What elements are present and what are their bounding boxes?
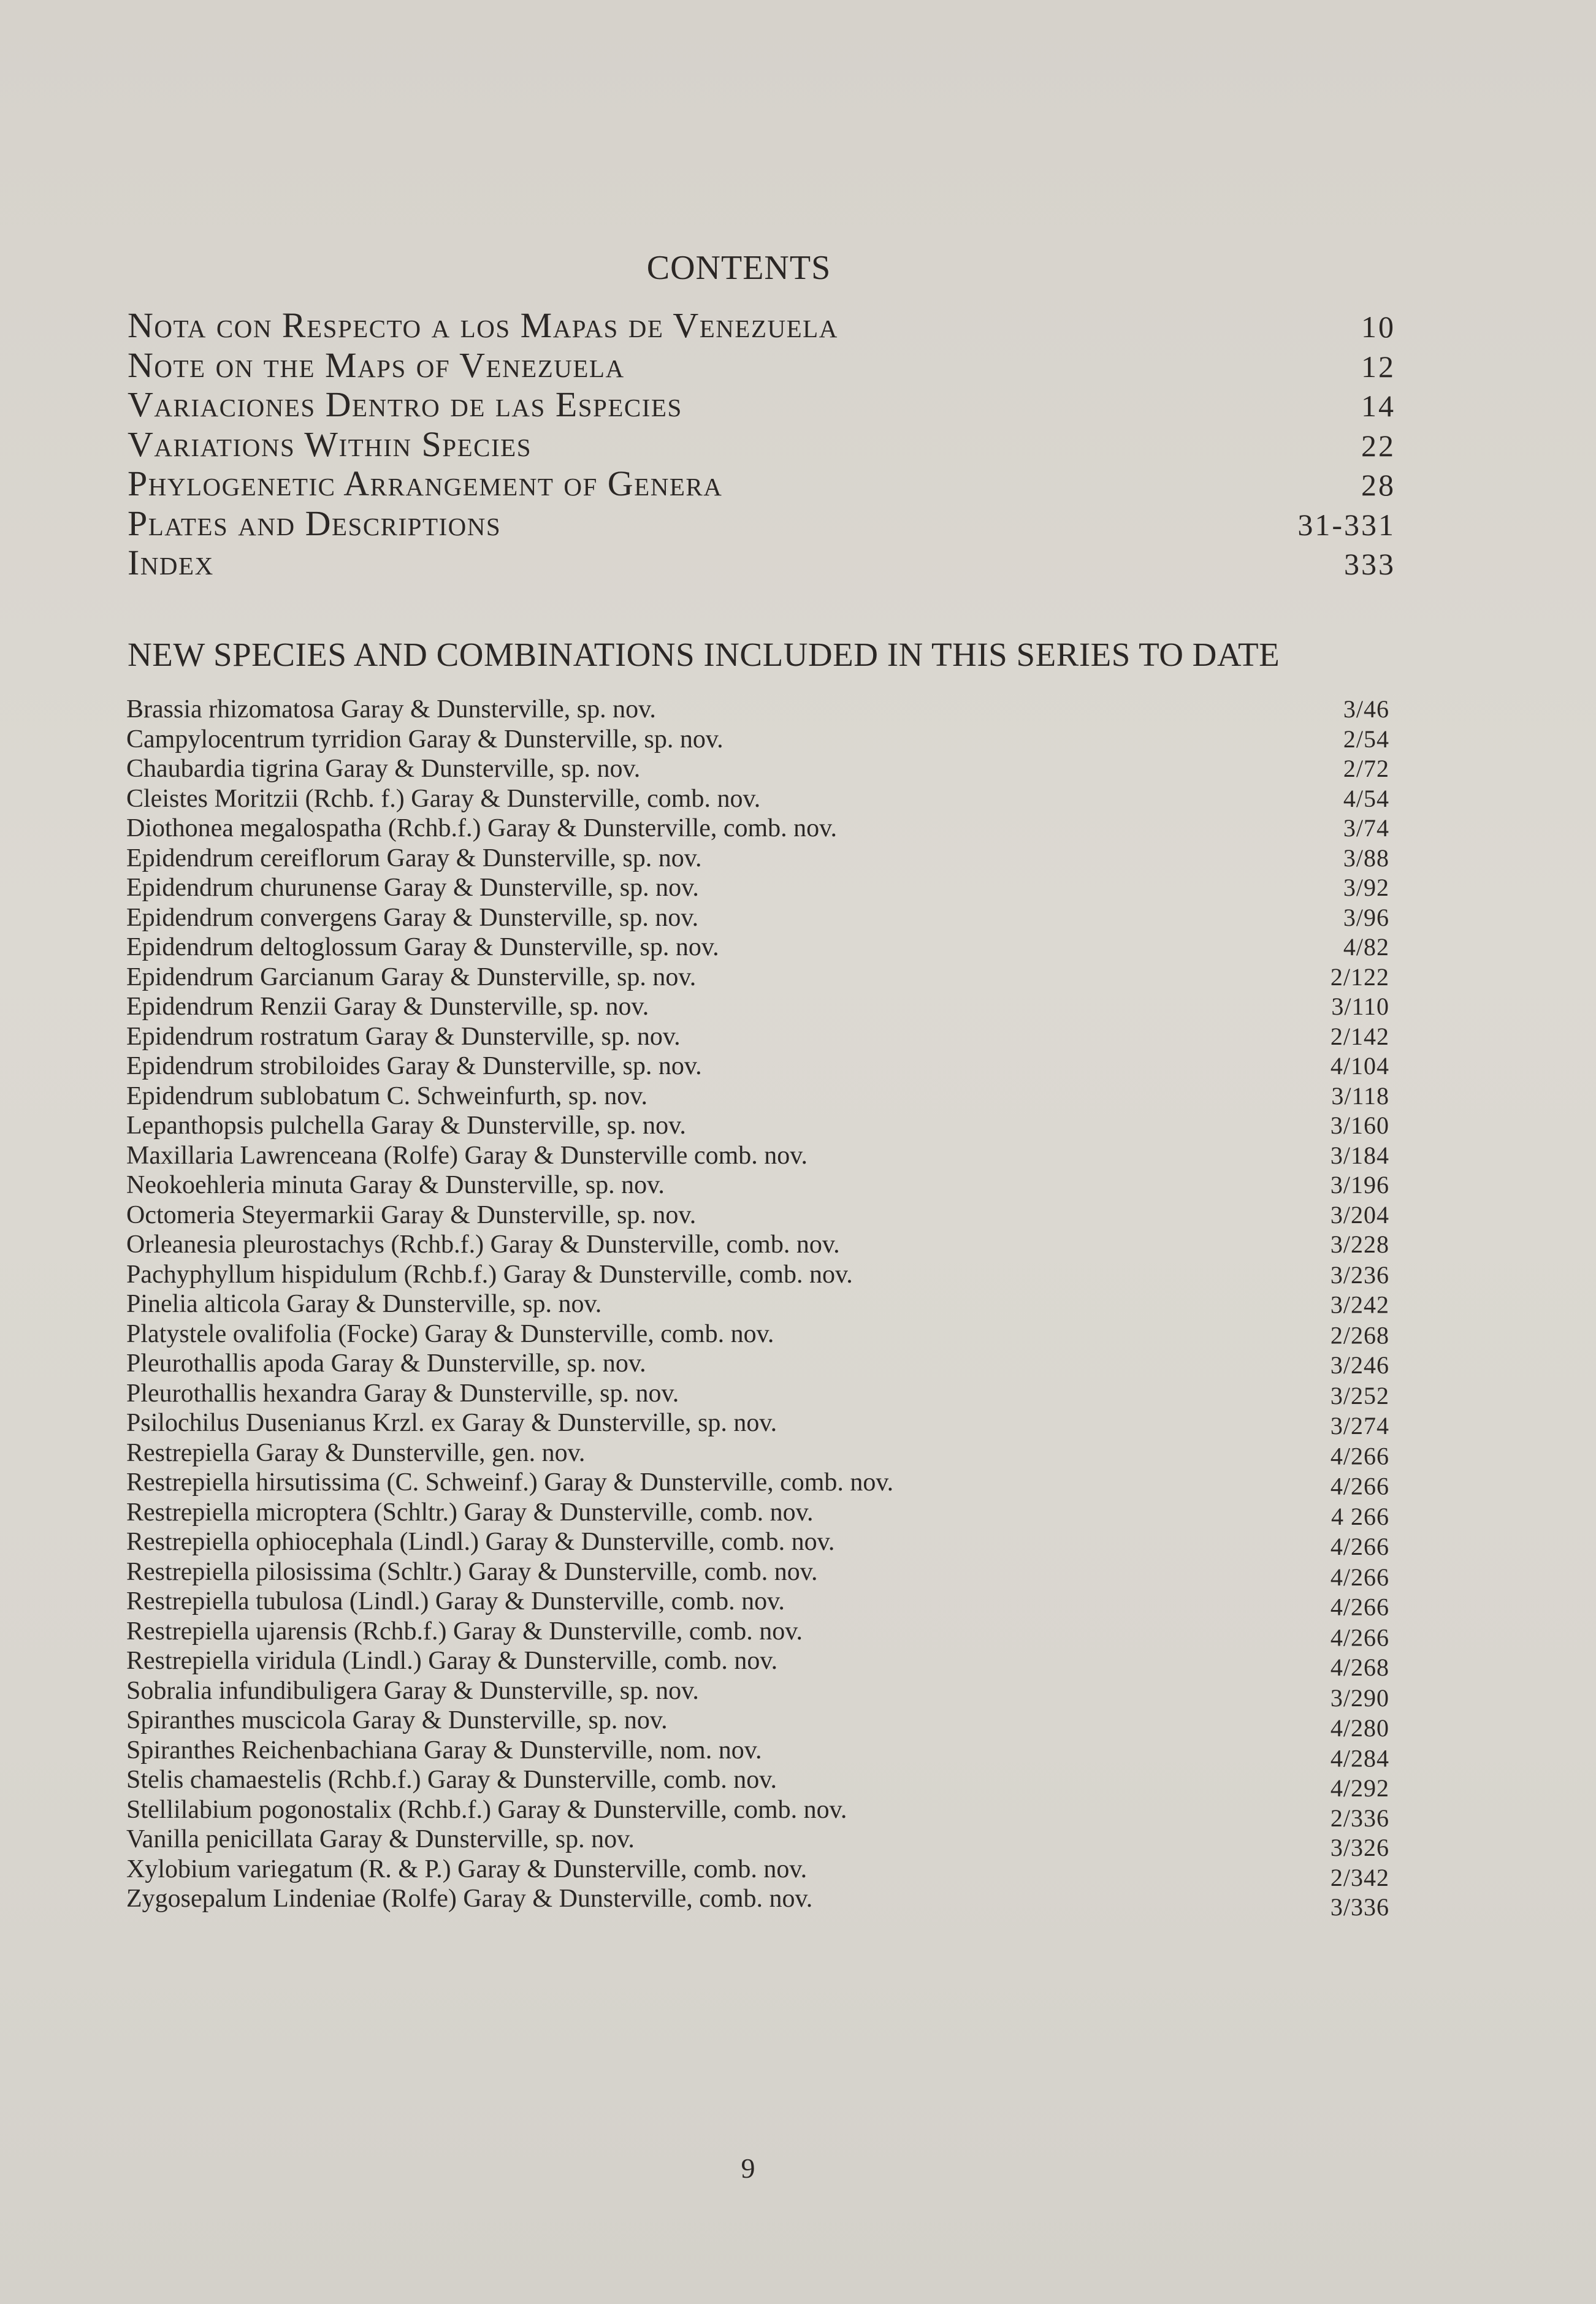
species-entry [126, 1825, 1389, 1861]
species-reference: 4/266 [1330, 1533, 1389, 1560]
contents-entry-page: 333 [1344, 547, 1396, 581]
species-reference: 3/246 [1330, 1351, 1389, 1379]
species-entry [126, 933, 1389, 963]
page-number: 9 [741, 2153, 755, 2184]
species-entry [126, 1706, 1389, 1742]
contents-entry-label: Variaciones Dentro de las Especies [128, 384, 682, 424]
species-name: Brassia rhizomatosa Garay & Dunsterville, sp. nov. [126, 695, 656, 723]
species-name: Stellilabium pogonostalix (Rchb.f.) Garay & Dunsterville, comb. nov. [126, 1795, 847, 1824]
species-reference: 2/342 [1330, 1863, 1389, 1891]
contents-entry-label: Plates and Descriptions [128, 503, 502, 543]
contents-entry [128, 345, 1396, 384]
species-name: Restrepiella tubulosa (Lindl.) Garay & Dunsterville, comb. nov. [126, 1587, 785, 1615]
contents-entry-page: 28 [1361, 468, 1396, 502]
species-entry [126, 1230, 1389, 1260]
contents-entry [128, 305, 1396, 345]
contents-entry-page: 14 [1361, 389, 1396, 423]
contents-entry-label: Variations Within Species [128, 424, 532, 464]
contents-entry [128, 503, 1396, 543]
species-reference: 4 266 [1331, 1502, 1389, 1530]
species-reference: 4/266 [1330, 1442, 1389, 1470]
contents-entry-label: Phylogenetic Arrangement of Genera [128, 463, 723, 503]
species-name: Psilochilus Dusenianus Krzl. ex Garay & Dunsterville, sp. nov. [126, 1409, 777, 1437]
species-entry [126, 1022, 1389, 1052]
species-entry [126, 1379, 1389, 1409]
species-reference: 2/268 [1330, 1321, 1389, 1349]
contents-entry [128, 384, 1396, 424]
species-entry [126, 903, 1389, 933]
species-entry [126, 1676, 1389, 1712]
new-species-list [126, 695, 1389, 1921]
species-name: Lepanthopsis pulchella Garay & Dunsterville, sp. nov. [126, 1112, 686, 1140]
species-reference: 3/252 [1330, 1381, 1389, 1409]
species-entry [126, 844, 1389, 874]
species-reference: 3/96 [1343, 903, 1389, 931]
species-entry [126, 1051, 1389, 1081]
species-reference: 3/326 [1330, 1834, 1389, 1861]
species-name: Epidendrum deltoglossum Garay & Dunsterville, sp. nov. [126, 933, 719, 961]
species-reference: 3/204 [1330, 1200, 1389, 1229]
species-entry [126, 963, 1389, 993]
species-reference: 3/236 [1330, 1261, 1389, 1289]
species-entry [126, 1170, 1389, 1200]
species-entry [126, 1319, 1389, 1349]
species-entry [126, 1617, 1389, 1651]
species-entry [126, 814, 1389, 844]
species-entry [126, 873, 1389, 903]
species-reference: 3/46 [1343, 695, 1389, 723]
species-name: Octomeria Steyermarkii Garay & Dunsterville, sp. nov. [126, 1200, 697, 1229]
species-reference: 3/74 [1343, 814, 1389, 842]
species-entry [126, 1795, 1389, 1832]
species-name: Chaubardia tigrina Garay & Dunsterville, sp. nov. [126, 755, 641, 783]
contents-entry-page: 10 [1361, 310, 1396, 344]
species-entry [126, 1200, 1389, 1230]
species-name: Pachyphyllum hispidulum (Rchb.f.) Garay & Dunsterville, comb. nov. [126, 1260, 853, 1289]
species-name: Spiranthes muscicola Garay & Dunsterville, sp. nov. [126, 1706, 668, 1734]
species-reference: 3/160 [1330, 1112, 1389, 1139]
species-name: Orleanesia pleurostachys (Rchb.f.) Garay & Dunsterville, comb. nov. [126, 1230, 840, 1259]
species-name: Restrepiella Garay & Dunsterville, gen. nov. [126, 1438, 586, 1467]
species-entry [126, 1855, 1389, 1891]
species-entry [126, 1587, 1389, 1621]
species-reference: 3/242 [1330, 1291, 1389, 1319]
species-name: Spiranthes Reichenbachiana Garay & Dunsterville, nom. nov. [126, 1736, 762, 1764]
contents-entry [128, 463, 1396, 503]
contents-entry-label: Index [128, 543, 214, 582]
species-reference: 2/142 [1330, 1022, 1389, 1050]
species-entry [126, 1408, 1389, 1438]
species-entry [126, 784, 1389, 814]
species-name: Epidendrum churunense Garay & Dunsterville, sp. nov. [126, 874, 699, 902]
species-entry [126, 1260, 1389, 1290]
species-entry [126, 992, 1389, 1022]
species-name: Vanilla penicillata Garay & Dunsterville, sp. nov. [126, 1825, 635, 1853]
contents-entry [128, 424, 1396, 463]
species-entry [126, 1527, 1389, 1560]
species-reference: 3/184 [1330, 1141, 1389, 1169]
species-name: Zygosepalum Lindeniae (Rolfe) Garay & Dunsterville, comb. nov. [126, 1885, 813, 1913]
species-reference: 2/336 [1330, 1804, 1389, 1832]
species-entry [126, 1765, 1389, 1802]
contents-entry-page: 22 [1361, 428, 1396, 463]
species-reference: 4/280 [1330, 1714, 1389, 1742]
species-name: Restrepiella hirsutissima (C. Schweinf.) Garay & Dunsterville, comb. nov. [126, 1468, 894, 1497]
species-reference: 3/336 [1330, 1893, 1389, 1921]
species-name: Pinelia alticola Garay & Dunsterville, sp. nov. [126, 1290, 602, 1318]
species-entry [126, 1141, 1389, 1171]
species-name: Pleurothallis apoda Garay & Dunsterville, sp. nov. [126, 1349, 646, 1378]
contents-entry-page: 12 [1361, 349, 1396, 384]
species-reference: 3/274 [1330, 1411, 1389, 1440]
species-reference: 4/104 [1330, 1052, 1389, 1080]
species-reference: 4/54 [1343, 784, 1389, 812]
species-name: Cleistes Moritzii (Rchb. f.) Garay & Dunsterville, comb. nov. [126, 784, 761, 813]
species-name: Campylocentrum tyrridion Garay & Dunsterville, sp. nov. [126, 725, 724, 753]
species-name: Stelis chamaestelis (Rchb.f.) Garay & Dunsterville, comb. nov. [126, 1766, 777, 1794]
species-entry [126, 1498, 1389, 1528]
species-entry [126, 1289, 1389, 1319]
species-name: Epidendrum cereiflorum Garay & Dunsterville, sp. nov. [126, 844, 702, 872]
species-name: Epidendrum sublobatum C. Schweinfurth, sp. nov. [126, 1081, 648, 1110]
species-entry [126, 1646, 1389, 1682]
species-name: Epidendrum convergens Garay & Dunsterville, sp. nov. [126, 903, 699, 932]
contents-entry-page: 31-331 [1297, 507, 1396, 542]
contents-entry [128, 542, 1396, 582]
species-name: Maxillaria Lawrenceana (Rolfe) Garay & Dunsterville comb. nov. [126, 1141, 808, 1170]
contents-entry-label: Nota con Respecto a los Mapas de Venezuela [128, 305, 838, 345]
species-reference: 2/122 [1330, 963, 1389, 991]
species-reference: 4/266 [1330, 1623, 1389, 1651]
species-name: Xylobium variegatum (R. & P.) Garay & Dunsterville, comb. nov. [126, 1855, 808, 1883]
species-entry [126, 725, 1389, 755]
species-entry [126, 1468, 1389, 1498]
species-name: Epidendrum rostratum Garay & Dunsterville, sp. nov. [126, 1022, 681, 1051]
species-reference: 3/88 [1343, 844, 1389, 872]
species-entry [126, 1349, 1389, 1379]
species-name: Epidendrum Renzii Garay & Dunsterville, sp. nov. [126, 993, 649, 1021]
species-name: Sobralia infundibuligera Garay & Dunsterville, sp. nov. [126, 1676, 699, 1705]
species-name: Pleurothallis hexandra Garay & Dunsterville, sp. nov. [126, 1379, 679, 1408]
contents-entry-label: Note on the Maps of Venezuela [128, 345, 625, 385]
species-entry [126, 1736, 1389, 1772]
species-entry [126, 1884, 1389, 1921]
species-reference: 3/92 [1343, 874, 1389, 901]
species-name: Platystele ovalifolia (Focke) Garay & Dunsterville, comb. nov. [126, 1319, 774, 1348]
species-name: Restrepiella microptera (Schltr.) Garay & Dunsterville, comb. nov. [126, 1498, 814, 1527]
species-name: Diothonea megalospatha (Rchb.f.) Garay & Dunsterville, comb. nov. [126, 814, 837, 842]
contents-list [128, 305, 1396, 582]
species-name: Restrepiella viridula (Lindl.) Garay & Dunsterville, comb. nov. [126, 1647, 778, 1675]
species-name: Restrepiella ujarensis (Rchb.f.) Garay & Dunsterville, comb. nov. [126, 1617, 803, 1646]
species-reference: 3/290 [1330, 1684, 1389, 1712]
species-entry [126, 1438, 1389, 1468]
species-name: Epidendrum strobiloides Garay & Dunsterville, sp. nov. [126, 1052, 702, 1080]
species-entry [126, 695, 1389, 725]
species-name: Neokoehleria minuta Garay & Dunsterville, sp. nov. [126, 1171, 665, 1199]
species-reference: 3/110 [1331, 993, 1389, 1020]
species-reference: 4/268 [1330, 1654, 1389, 1682]
species-reference: 2/54 [1343, 725, 1389, 753]
species-reference: 4/292 [1330, 1774, 1389, 1802]
species-reference: 4/266 [1330, 1563, 1389, 1591]
species-entry [126, 1557, 1389, 1591]
species-entry [126, 1111, 1389, 1141]
species-name: Epidendrum Garcianum Garay & Dunsterville, sp. nov. [126, 963, 697, 991]
species-reference: 4/284 [1330, 1744, 1389, 1772]
species-name: Restrepiella pilosissima (Schltr.) Garay & Dunsterville, comb. nov. [126, 1557, 818, 1586]
species-reference: 3/196 [1330, 1171, 1389, 1199]
species-entry [126, 754, 1389, 784]
species-entry [126, 1081, 1389, 1112]
species-reference: 3/118 [1331, 1081, 1389, 1110]
species-reference: 4/82 [1343, 933, 1389, 961]
new-species-heading: NEW SPECIES AND COMBINATIONS INCLUDED IN THIS SERIES TO DATE [128, 636, 1280, 673]
contents-title: CONTENTS [646, 249, 831, 287]
species-reference: 4/266 [1330, 1593, 1389, 1621]
species-name: Restrepiella ophiocephala (Lindl.) Garay & Dunsterville, comb. nov. [126, 1528, 835, 1556]
species-reference: 4/266 [1330, 1472, 1389, 1500]
species-reference: 3/228 [1330, 1230, 1389, 1258]
species-reference: 2/72 [1343, 755, 1389, 782]
